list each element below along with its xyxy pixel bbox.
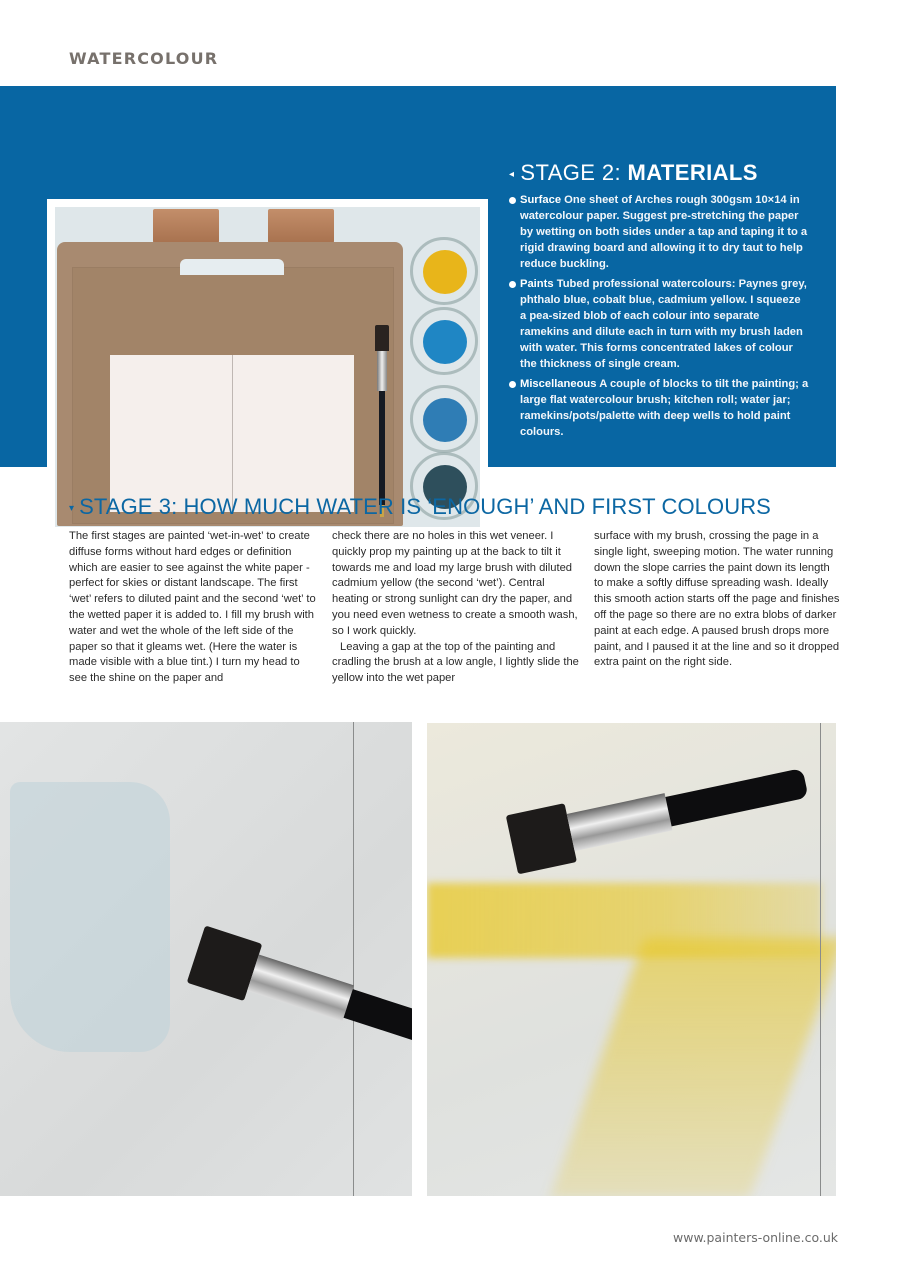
stage2-title-prefix: STAGE 2: (520, 160, 622, 185)
materials-photo-image (55, 207, 480, 527)
pencil-line (820, 723, 821, 1196)
section-label: WATERCOLOUR (69, 49, 219, 68)
pencil-line (232, 355, 233, 512)
drawing-board (57, 242, 403, 526)
board-handle (180, 259, 284, 275)
stage3-title: STAGE 3: HOW MUCH WATER IS ‘ENOUGH’ AND FIRST COLOURS (79, 494, 771, 519)
yellow-paint-jar (410, 237, 478, 305)
stage2-heading (509, 160, 809, 186)
body-column-2 (332, 529, 580, 687)
bullet-icon (509, 281, 516, 288)
bullet-icon (509, 197, 516, 204)
materials-description: Tubed professional watercolours: Paynes grey, phthalo blue, cobalt blue, cadmium yellow. I squeeze a pea-sized blob of each colour into separate ramekins and dilute each in turn with my brush laden with water. This forms concentrated lakes of colour the thickness of single cream. (520, 278, 807, 370)
cobalt-blue-paint-jar (410, 385, 478, 453)
triangle-left-icon: ◂ (509, 168, 515, 180)
body-column-3 (594, 529, 842, 671)
materials-list (509, 160, 809, 444)
materials-description: One sheet of Arches rough 300gsm 10×14 in watercolour paper. Suggest pre-stretching the paper by wetting on both sides under a tap and taping it to a rigid drawing board and allowing it to dry taut to help reduce buckling. (520, 194, 808, 270)
footer-url: www.painters-online.co.uk (673, 1230, 839, 1245)
materials-item (509, 376, 809, 440)
triangle-down-icon: ▾ (69, 502, 75, 514)
flat-brush-icon (189, 933, 412, 1068)
blue-water-wash (10, 782, 170, 1052)
bullet-icon (509, 381, 516, 388)
materials-description: A couple of blocks to tilt the painting; a large flat watercolour brush; kitchen roll; water jar; ramekins/pots/palette with deep wells to hold paint colours. (520, 378, 809, 438)
stage3-heading (69, 494, 771, 520)
body-paragraph: Leaving a gap at the top of the painting and cradling the brush at a low angle, I lightly slide the yellow into the wet paper (332, 640, 579, 685)
materials-term: Paints (520, 278, 554, 290)
phthalo-blue-paint-jar (410, 307, 478, 375)
materials-panel (0, 86, 836, 467)
body-column-1 (69, 529, 317, 687)
materials-item (509, 192, 809, 272)
yellow-wash-drip (550, 938, 836, 1196)
materials-term: Miscellaneous (520, 378, 597, 390)
flat-brush-icon (375, 325, 387, 518)
wet-paper-photo (0, 722, 412, 1196)
wooden-block (268, 209, 334, 243)
pencil-line (353, 722, 354, 1196)
wooden-block (153, 209, 219, 243)
stage2-title-bold: MATERIALS (627, 160, 758, 185)
body-paragraph: check there are no holes in this wet veneer. I quickly prop my painting up at the back to tilt it towards me and load my large brush with diluted cadmium yellow (the second ‘wet’). Central heating or strong sunlight can dry the paper, and you need even wetness to create a smooth wash, so I work quickly. (332, 530, 578, 637)
body-paragraph: The first stages are painted ‘wet-in-wet’ to create diffuse forms without hard edges or definition which are easier to see against the white paper - perfect for skies or distant landscape. The first ‘wet’ refers to diluted paint and the second ‘wet’ to the wetted paper it is added to. I fill my brush with water and wet the whole of the left side of the paper so that it gleams wet. (Here the water is made visible with a blue tint.) I turn my head to see the shine on the paper and (69, 530, 316, 685)
body-paragraph: surface with my brush, crossing the page in a single light, sweeping motion. The water running down the slope carries the paint down its length to make a softly diffuse spreading wash. Ideally this smooth action starts off the page and finishes off the page so there are no extra blobs of darker paint at each edge. A paused brush drops more paint, and I paused it at the line and so it dropped extra paint on the right side. (594, 530, 840, 669)
materials-item (509, 276, 809, 372)
flat-brush-icon (507, 761, 810, 866)
materials-term: Surface (520, 194, 562, 206)
yellow-wash-photo (427, 723, 836, 1196)
watercolour-paper (110, 355, 354, 512)
materials-photo (47, 199, 488, 535)
